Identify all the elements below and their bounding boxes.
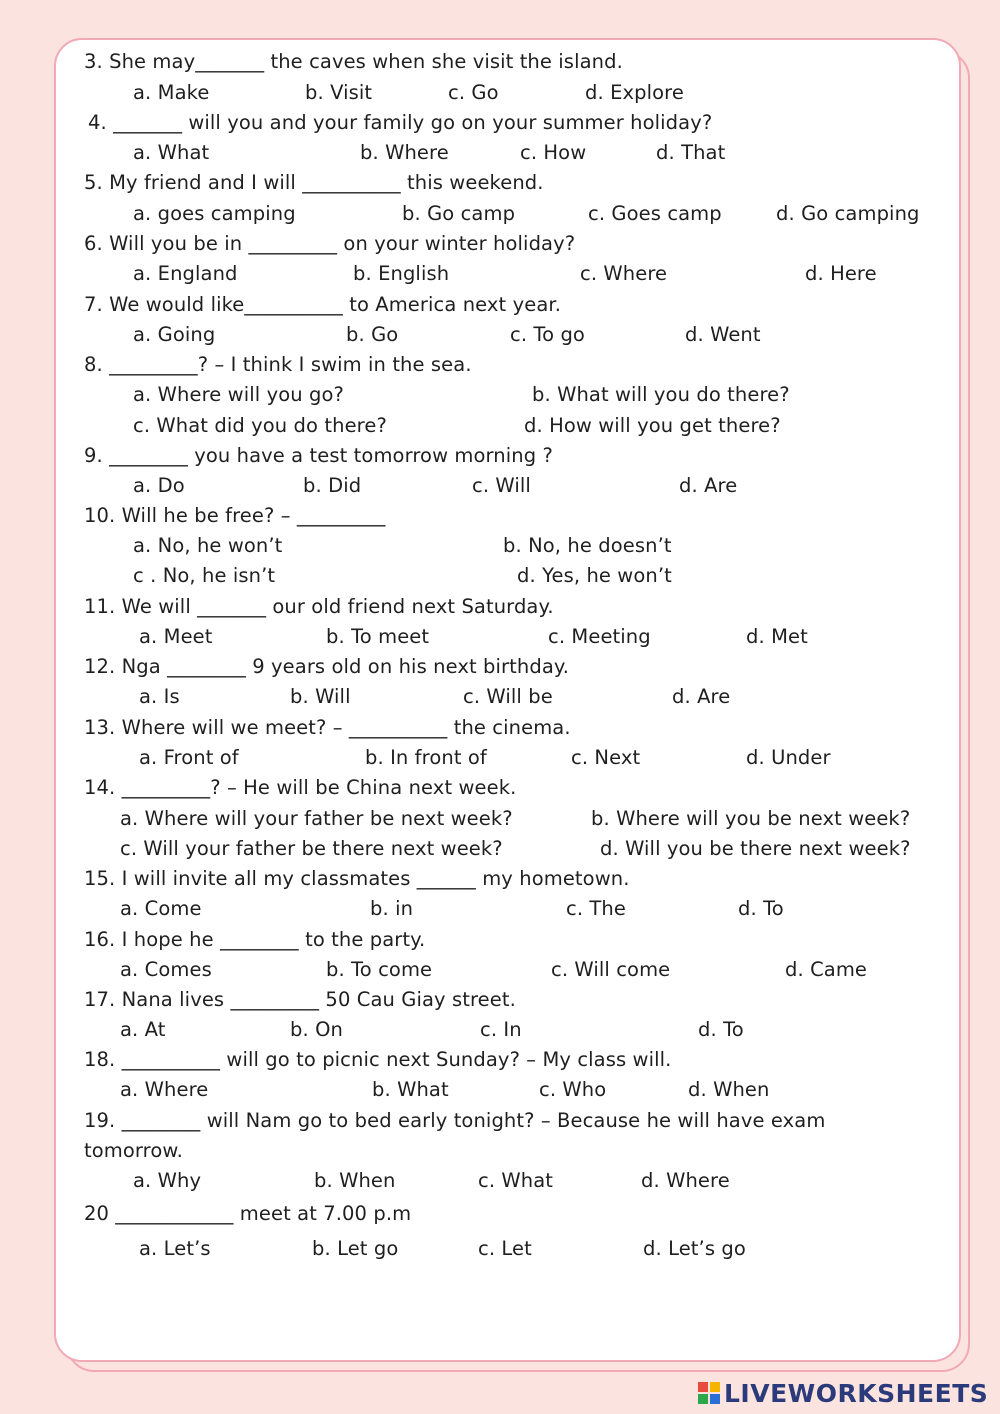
option[interactable]: b. In front of [365, 746, 487, 769]
option[interactable]: c. Will be [463, 685, 553, 708]
option[interactable]: c. Will come [551, 958, 671, 981]
option[interactable]: d. Go camping [776, 202, 920, 225]
option[interactable]: d. Let’s go [643, 1237, 746, 1260]
option[interactable]: b. What [372, 1078, 449, 1101]
option[interactable]: a. goes camping [133, 202, 296, 225]
option[interactable]: c. Where [580, 262, 668, 285]
option[interactable]: b. English [353, 262, 450, 285]
option[interactable]: d. Are [672, 685, 731, 708]
option[interactable]: c. Will your father be there next week? [120, 837, 503, 860]
option[interactable]: a. Meet [139, 625, 213, 648]
question-text: 9. ________ you have a test tomorrow morning ? [84, 444, 553, 467]
option[interactable]: b. To come [326, 958, 433, 981]
option[interactable]: a. Why [133, 1169, 202, 1192]
question-text: 6. Will you be in _________ on your winter holiday? [84, 232, 576, 255]
option[interactable]: b. Visit [305, 81, 373, 104]
option[interactable]: d. Yes, he won’t [517, 564, 672, 587]
question-text: 20 ____________ meet at 7.00 p.m [84, 1202, 412, 1225]
option[interactable]: c. What [478, 1169, 554, 1192]
option[interactable]: d. To [738, 897, 784, 920]
option[interactable]: c. Who [539, 1078, 607, 1101]
option[interactable]: b. Go camp [402, 202, 516, 225]
option[interactable]: c. To go [510, 323, 585, 346]
question-text: 13. Where will we meet? – __________ the cinema. [84, 716, 571, 739]
option[interactable]: c. In [480, 1018, 522, 1041]
liveworksheets-logo-text: LIVEWORKSHEETS [724, 1378, 989, 1408]
question-text: 5. My friend and I will __________ this weekend. [84, 171, 544, 194]
option[interactable]: b. Where [360, 141, 449, 164]
question-text-continued: tomorrow. [84, 1139, 183, 1162]
option[interactable]: a. Come [120, 897, 202, 920]
option[interactable]: a. Front of [139, 746, 239, 769]
option[interactable]: b. Go [346, 323, 399, 346]
option[interactable]: d. Met [746, 625, 808, 648]
option[interactable]: c . No, he isn’t [133, 564, 276, 587]
option[interactable]: a. England [133, 262, 238, 285]
option[interactable]: c. Meeting [548, 625, 651, 648]
option[interactable]: d. Here [805, 262, 877, 285]
option[interactable]: b. Will [290, 685, 351, 708]
option[interactable]: b. On [290, 1018, 343, 1041]
option[interactable]: d. To [698, 1018, 744, 1041]
option[interactable]: a. Where will your father be next week? [120, 807, 513, 830]
option[interactable]: c. Next [571, 746, 641, 769]
option[interactable]: a. What [133, 141, 210, 164]
option[interactable]: b. Let go [312, 1237, 399, 1260]
option[interactable]: d. Under [746, 746, 831, 769]
option[interactable]: a. Make [133, 81, 210, 104]
option[interactable]: b. Did [303, 474, 362, 497]
option[interactable]: a. Let’s [139, 1237, 211, 1260]
question-text: 7. We would like__________ to America next year. [84, 293, 562, 316]
option[interactable]: b. When [314, 1169, 396, 1192]
option[interactable]: d. When [688, 1078, 770, 1101]
question-text: 17. Nana lives _________ 50 Cau Giay street. [84, 988, 516, 1011]
liveworksheets-logo[interactable] [698, 1378, 988, 1408]
liveworksheets-logo-icon [698, 1382, 720, 1404]
option[interactable]: d. Will you be there next week? [600, 837, 911, 860]
option[interactable]: c. Let [478, 1237, 532, 1260]
question-text: 8. _________? – I think I swim in the sea. [84, 353, 472, 376]
option[interactable]: d. How will you get there? [524, 414, 781, 437]
question-text: 12. Nga ________ 9 years old on his next birthday. [84, 655, 570, 678]
option[interactable]: c. Goes camp [588, 202, 722, 225]
question-text: 18. __________ will go to picnic next Sunday? – My class will. [84, 1048, 672, 1071]
question-text: 15. I will invite all my classmates ______ my hometown. [84, 867, 630, 890]
option[interactable]: a. Is [139, 685, 180, 708]
option[interactable]: b. Where will you be next week? [591, 807, 911, 830]
option[interactable]: a. Where [120, 1078, 209, 1101]
option[interactable]: c. Will [472, 474, 531, 497]
option[interactable]: d. Went [685, 323, 761, 346]
option[interactable]: c. The [566, 897, 626, 920]
option[interactable]: b. To meet [326, 625, 430, 648]
option[interactable]: a. No, he won’t [133, 534, 283, 557]
question-text: 14. _________? – He will be China next week. [84, 776, 517, 799]
option[interactable]: c. Go [448, 81, 499, 104]
question-text: 19. ________ will Nam go to bed early tonight? – Because he will have exam [84, 1109, 826, 1132]
option[interactable]: a. Where will you go? [133, 383, 344, 406]
option[interactable]: b. What will you do there? [532, 383, 790, 406]
option[interactable]: d. That [656, 141, 726, 164]
option[interactable]: b. No, he doesn’t [503, 534, 672, 557]
option[interactable]: d. Explore [585, 81, 684, 104]
option[interactable]: a. Going [133, 323, 216, 346]
question-text: 4. _______ will you and your family go on your summer holiday? [88, 111, 713, 134]
question-text: 16. I hope he ________ to the party. [84, 928, 426, 951]
option[interactable]: a. At [120, 1018, 166, 1041]
option[interactable]: d. Where [641, 1169, 730, 1192]
option[interactable]: d. Came [785, 958, 868, 981]
option[interactable]: c. What did you do there? [133, 414, 387, 437]
question-text: 3. She may_______ the caves when she visit the island. [84, 50, 623, 73]
option[interactable]: d. Are [679, 474, 738, 497]
option[interactable]: c. How [520, 141, 587, 164]
option[interactable]: b. in [370, 897, 414, 920]
question-text: 10. Will he be free? – _________ [84, 504, 386, 527]
option[interactable]: a. Comes [120, 958, 212, 981]
option[interactable]: a. Do [133, 474, 185, 497]
question-text: 11. We will _______ our old friend next Saturday. [84, 595, 554, 618]
